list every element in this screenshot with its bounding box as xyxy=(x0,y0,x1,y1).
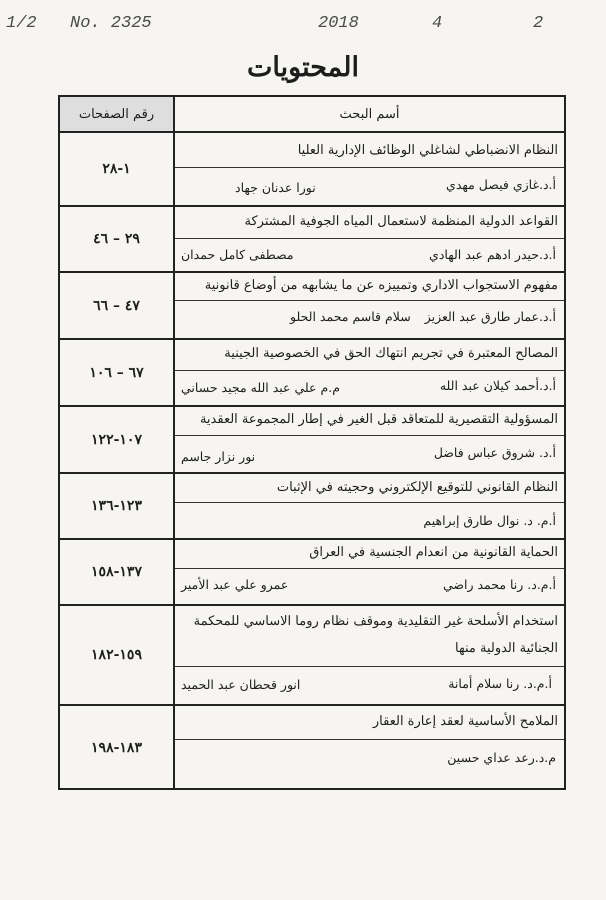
author-primary: أ.د. شروق عباس فاضل xyxy=(433,445,556,460)
page-range: ١-٢٨ xyxy=(102,161,131,177)
handwritten-fraction: 1/2 xyxy=(6,14,37,33)
column-divider xyxy=(173,97,175,788)
author-secondary: مصطفى كامل حمدان xyxy=(181,247,294,262)
author-primary: أ.م.د. رنا سلام أمانة xyxy=(448,676,552,691)
page-range: ١٣٧-١٥٨ xyxy=(91,564,142,580)
research-title: الحماية القانونية من انعدام الجنسية في العراق xyxy=(309,545,558,560)
table-row xyxy=(60,133,564,205)
handwritten-number: No. 2325 xyxy=(70,14,152,33)
page-range: ١٥٩-١٨٢ xyxy=(91,647,142,663)
author-primary: أ.د.عمار طارق عبد العزيز xyxy=(424,309,556,324)
author-secondary: عمرو علي عبد الأمير xyxy=(181,577,289,592)
table-row xyxy=(60,474,564,538)
research-title: المصالح المعتبرة في تجريم انتهاك الحق في الخصوصية الجينية xyxy=(224,346,558,361)
author-secondary: انور قحطان عبد الحميد xyxy=(181,677,301,692)
table-row xyxy=(60,407,564,472)
table-row xyxy=(60,606,564,704)
page-range: ٦٧ – ١٠٦ xyxy=(89,364,144,381)
page-range: ١٠٧-١٢٢ xyxy=(91,431,142,448)
research-title: القواعد الدولية المنظمة لاستعمال المياه الجوفية المشتركة xyxy=(244,214,558,229)
author-secondary: نورا عدنان جهاد xyxy=(235,180,316,195)
author-primary: أ.م.د. رنا محمد راضي xyxy=(442,577,556,592)
table-row xyxy=(60,340,564,405)
author-secondary: نور نزار جاسم xyxy=(181,449,256,464)
table-row xyxy=(60,706,564,790)
page-range: ٤٧ – ٦٦ xyxy=(93,297,140,314)
header-pages: رقم الصفحات xyxy=(60,97,173,133)
research-title: المسؤولية التقصيرية للمتعاقد قبل الغير في إطار المجموعة العقدية xyxy=(199,412,558,427)
table-row xyxy=(60,273,564,338)
author-secondary: م.م علي عبد الله مجيد حساني xyxy=(181,380,340,395)
handwritten-month: 4 xyxy=(432,14,443,33)
author-primary: م.د.رعد عداي حسين xyxy=(447,750,556,765)
research-title: الملامح الأساسية لعقد إعارة العقار xyxy=(372,714,558,729)
research-title: النظام القانوني للتوقيع الإلكتروني وحجيته في الإثبات xyxy=(276,480,558,495)
research-title: النظام الانضباطي لشاغلي الوظائف الإدارية العليا xyxy=(297,143,558,158)
page-range: ١٢٣-١٣٦ xyxy=(91,498,142,514)
contents-table xyxy=(58,95,566,790)
handwritten-year: 2018 xyxy=(318,14,359,33)
table-row xyxy=(60,207,564,271)
research-title: استخدام الأسلحة غير التقليدية وموقف نظام روما الاساسي للمحكمة الجنائية الدولية منها xyxy=(193,614,558,656)
handwritten-day: 2 xyxy=(533,14,544,33)
page-range: ٢٩ – ٤٦ xyxy=(93,231,140,247)
author-primary: أ.د.أحمد كيلان عبد الله xyxy=(439,378,556,393)
author-primary: أ.د.حيدر ادهم عبد الهادي xyxy=(429,247,556,262)
author-primary: أ.د.غازي فيصل مهدي xyxy=(446,177,556,192)
author-primary: أ.م. د. نوال طارق إبراهيم xyxy=(423,513,556,528)
table-row xyxy=(60,540,564,604)
page-title: المحتويات xyxy=(246,52,360,83)
page-range: ١٨٣-١٩٨ xyxy=(91,740,142,756)
research-title: مفهوم الاستجواب الاداري وتمييزه عن ما يشابهه من أوضاع قانونية xyxy=(204,278,558,293)
header-title: أسم البحث xyxy=(175,97,564,133)
author-secondary: سلام قاسم محمد الحلو xyxy=(290,309,411,324)
